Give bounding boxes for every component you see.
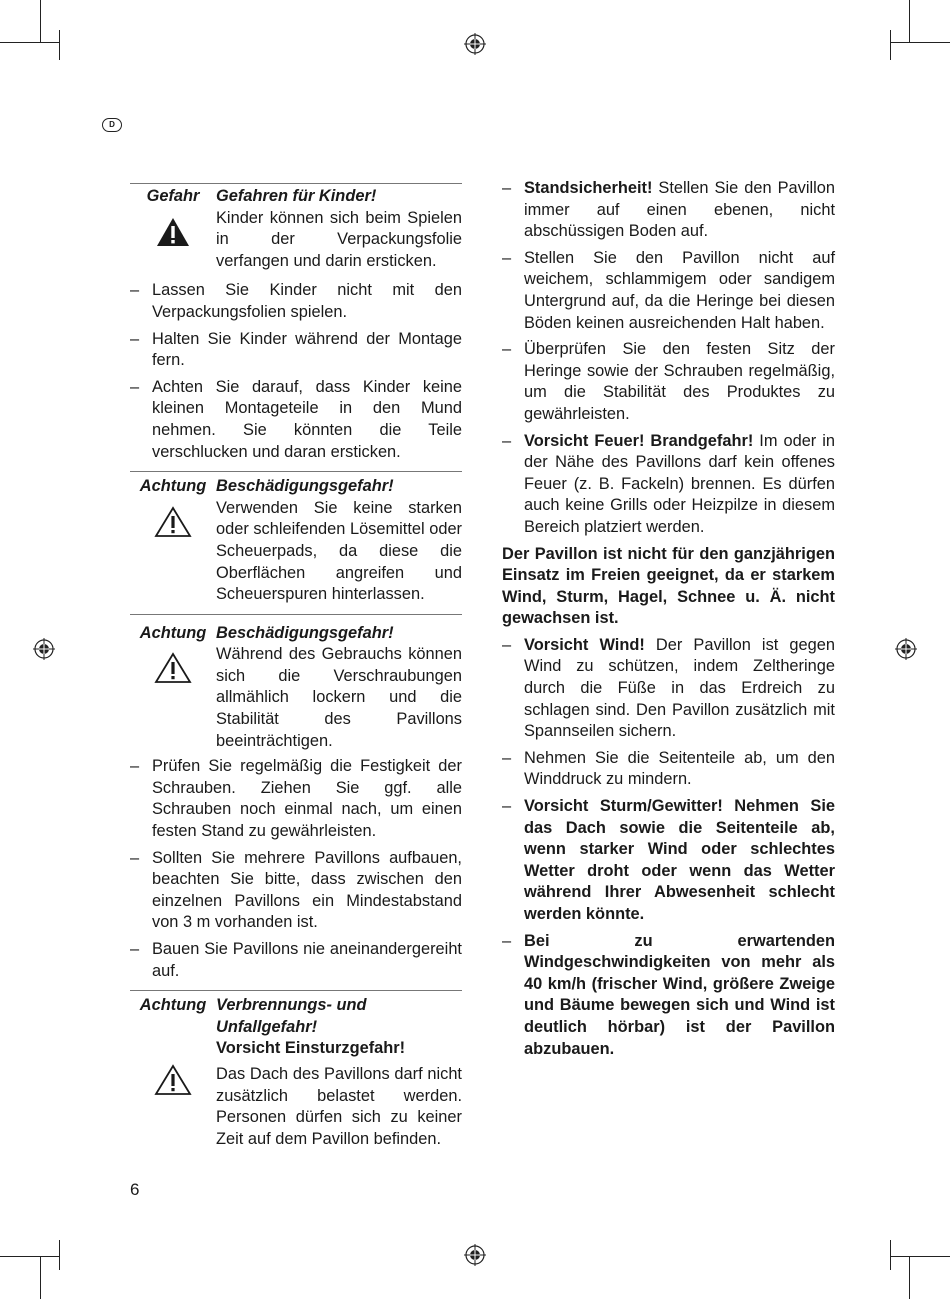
crop-mark [890, 42, 950, 43]
crop-mark [909, 1256, 910, 1299]
warning-box-collapse [130, 990, 462, 1150]
list-item: – Überprüfen Sie den festen Sitz der Heringe sowie der Schrauben regelmäßig, um die Stabilität des Produktes zu gewährleisten. [502, 340, 835, 423]
registration-mark-icon [464, 33, 486, 55]
warning-triangle-outline-icon [130, 644, 216, 752]
warning-triangle-outline-icon [130, 498, 216, 606]
warning-title: Verbrennungs- und Unfallgefahr! [216, 996, 367, 1036]
registration-mark-icon [33, 638, 55, 660]
language-badge: D [102, 118, 122, 132]
warning-box-damage-cleaning [130, 471, 462, 614]
warning-triangle-filled-icon [130, 208, 216, 273]
bold-notice: Der Pavillon ist nicht für den ganzjährigen Einsatz im Freien geeignet, da er starkem Wind, Sturm, Hagel, Schnee u. Ä. nicht gewachsen ist. [502, 544, 835, 628]
warning-triangle-outline-icon [130, 1038, 216, 1150]
warning-text: Kinder können sich beim Spielen in der Verpackungsfolie verfangen und darin ersticken. [216, 208, 462, 270]
list-item: – Stellen Sie den Pavillon nicht auf weichem, schlammigem oder sandigem Untergrund auf, da die Heringe bei diesen Böden keinen ausreichenden Halt haben. [502, 248, 835, 332]
list-item: – Standsicherheit! Stellen Sie den Pavillon immer auf einen ebenen, nicht abschüssigen Boden auf. [502, 179, 835, 241]
crop-mark [59, 30, 60, 60]
crop-mark [0, 1256, 60, 1257]
warning-subtitle: Vorsicht Einsturzgefahr! [216, 1039, 406, 1058]
list-item: – Vorsicht Sturm/Gewitter! Nehmen Sie das Dach sowie die Seitenteile ab, wenn starker Wind oder schlechtes Wetter droht oder wenn das Wetter während Ihrer Abwesenheit schlecht werden könnte. [502, 797, 835, 923]
crop-mark [40, 0, 41, 42]
warning-tag: Gefahr [146, 187, 200, 205]
crop-mark [0, 42, 60, 43]
list-item: – Halten Sie Kinder während der Montage fern. [130, 329, 462, 370]
list-item: – Nehmen Sie die Seitenteile ab, um den Winddruck zu mindern. [502, 748, 835, 789]
warning-text: Während des Gebrauchs können sich die Verschraubungen allmählich lockern und die Stabilität des Pavillons beeinträchtigen. [216, 645, 462, 750]
warning-title: Beschädigungsgefahr! [216, 477, 394, 496]
warning-tag: Achtung [139, 477, 207, 496]
list-item: – Achten Sie darauf, dass Kinder keine kleinen Montageteile in den Mund nehmen. Sie könnten die Teile verschlucken und daran ersticken. [130, 377, 462, 461]
list-item: – Bei zu erwartenden Windgeschwindigkeiten von mehr als 40 km/h (frischer Wind, größere Zweige und Bäume bewegen sich und Wind ist deutlich hörbar) ist der Pavillon abzubauen. [502, 931, 835, 1058]
warning-tag: Achtung [139, 996, 207, 1015]
warning-title: Beschädigungsgefahr! [216, 623, 394, 642]
crop-mark [890, 30, 891, 60]
warning-text: Verwenden Sie keine starken oder schleifenden Lösemittel oder Scheuerpads, da diese die Oberflächen angreifen und Scheuerspuren hinterlassen. [216, 498, 463, 604]
list-item: – Prüfen Sie regelmäßig die Festigkeit der Schrauben. Ziehen Sie ggf. alle Schrauben noch einmal nach, um einen festen Stand zu gewährleisten. [130, 757, 462, 841]
crop-mark [40, 1256, 41, 1299]
list-item: – Vorsicht Wind! Der Pavillon ist gegen Wind zu schützen, indem Zeltheringe durch die Füße in das Erdreich zu schlagen sind. Den Pavillon zusätzlich mit Spannseilen sichern. [502, 635, 835, 741]
crop-mark [890, 1256, 950, 1257]
page-number: 6 [130, 1180, 140, 1199]
list-item: – Bauen Sie Pavillons nie aneinandergereiht auf. [130, 940, 462, 980]
crop-mark [59, 1240, 60, 1270]
list-item: – Sollten Sie mehrere Pavillons aufbauen, beachten Sie bitte, dass zwischen den einzelnen Pavillons ein Mindestabstand von 3 m vorhanden ist. [130, 848, 462, 932]
list-item: – Vorsicht Feuer! Brandgefahr! Im oder in der Nähe des Pavillons darf kein offenes Feuer (z. B. Fackeln) brennen. Es dürfen auch keine Grills oder Heizpilze in diesem Bereich platziert werden. [502, 431, 836, 536]
crop-mark [890, 1240, 891, 1270]
warning-box-children [130, 183, 462, 280]
list-children [130, 280, 462, 463]
warning-title: Gefahren für Kinder! [216, 187, 377, 205]
right-column [502, 178, 835, 1065]
registration-mark-icon [895, 638, 917, 660]
left-column [130, 183, 462, 1150]
list-screws [130, 756, 462, 982]
crop-mark [909, 0, 910, 42]
warning-text: Das Dach des Pavillons darf nicht zusätzlich belastet werden. Personen dürfen sich zu keiner Zeit auf dem Pavillon befinden. [216, 1064, 462, 1148]
warning-tag: Achtung [139, 623, 207, 642]
registration-mark-icon [464, 1244, 486, 1266]
warning-box-damage-screws [130, 614, 462, 757]
list-item: – Lassen Sie Kinder nicht mit den Verpackungsfolien spielen. [130, 281, 462, 321]
